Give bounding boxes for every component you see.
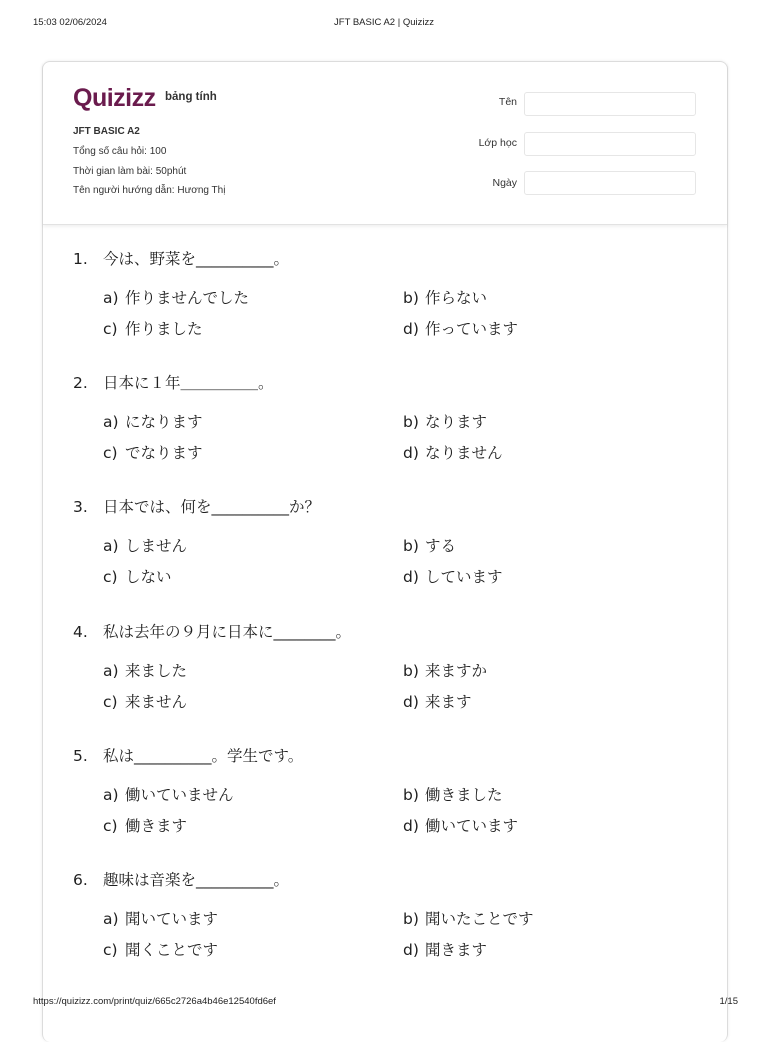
option-d[interactable]: d) 聞きます xyxy=(403,941,488,959)
option-d[interactable]: d) なりません xyxy=(403,444,503,462)
print-footer xyxy=(0,996,768,1010)
print-url[interactable]: https://quizizz.com/print/quiz/665c2726a4b46e12540fd6ef xyxy=(33,996,276,1007)
option-c[interactable]: c) 聞くことです xyxy=(103,941,219,959)
print-datetime: 15:03 02/06/2024 xyxy=(33,17,107,28)
option-b[interactable]: b) なります xyxy=(403,413,488,431)
option-a[interactable]: a) になります xyxy=(103,413,203,431)
option-d[interactable]: d) しています xyxy=(403,568,503,586)
time-limit: Thời gian làm bài: 50phút xyxy=(73,166,187,177)
instructor-name: Tên người hướng dẫn: Hương Thị xyxy=(73,185,226,196)
date-field[interactable] xyxy=(524,171,696,195)
question-text: 4. 私は去年の９月に日本に________。 xyxy=(73,623,352,641)
date-label: Ngày xyxy=(492,177,517,189)
option-c[interactable]: c) でなります xyxy=(103,444,203,462)
question-text: 3. 日本では、何を__________か？ xyxy=(73,498,321,516)
option-a[interactable]: a) しません xyxy=(103,537,188,555)
logo-subtitle: bảng tính xyxy=(165,91,217,103)
question-text: 5. 私は__________。学生です。 xyxy=(73,747,304,765)
option-a[interactable]: a) 作りませんでした xyxy=(103,289,250,307)
option-a[interactable]: a) 働いていません xyxy=(103,786,234,804)
print-header xyxy=(0,17,768,31)
question-1 xyxy=(73,249,713,338)
option-c[interactable]: c) しない xyxy=(103,568,172,586)
question-text: 2. 日本に１年＿＿＿＿＿。 xyxy=(73,374,274,392)
question-4 xyxy=(73,622,713,711)
worksheet-header xyxy=(43,62,727,225)
option-a[interactable]: a) 来ました xyxy=(103,662,188,680)
option-c[interactable]: c) 来ません xyxy=(103,693,188,711)
option-c[interactable]: c) 働きます xyxy=(103,817,188,835)
question-3 xyxy=(73,497,713,586)
question-6 xyxy=(73,870,713,959)
class-field[interactable] xyxy=(524,132,696,156)
quizizz-logo: Quizizz xyxy=(73,84,156,112)
worksheet xyxy=(42,61,728,1042)
option-b[interactable]: b) 聞いたことです xyxy=(403,910,534,928)
page-number: 1/15 xyxy=(719,996,738,1007)
option-a[interactable]: a) 聞いています xyxy=(103,910,219,928)
option-d[interactable]: d) 作っています xyxy=(403,320,519,338)
question-text: 6. 趣味は音楽を__________。 xyxy=(73,871,290,889)
print-title: JFT BASIC A2 | Quizizz xyxy=(334,17,434,28)
option-d[interactable]: d) 来ます xyxy=(403,693,472,711)
option-b[interactable]: b) 働きました xyxy=(403,786,503,804)
name-label: Tên xyxy=(498,96,517,108)
name-field[interactable] xyxy=(524,92,696,116)
question-5 xyxy=(73,746,713,835)
question-2 xyxy=(73,373,713,462)
option-b[interactable]: b) 来ますか xyxy=(403,662,488,680)
quiz-title: JFT BASIC A2 xyxy=(73,126,140,137)
total-questions: Tổng số câu hỏi: 100 xyxy=(73,146,167,157)
class-label: Lớp học xyxy=(478,137,517,149)
option-b[interactable]: b) 作らない xyxy=(403,289,488,307)
question-text: 1. 今は、野菜を__________。 xyxy=(73,250,290,268)
option-b[interactable]: b) する xyxy=(403,537,457,555)
option-d[interactable]: d) 働いています xyxy=(403,817,519,835)
option-c[interactable]: c) 作りました xyxy=(103,320,203,338)
